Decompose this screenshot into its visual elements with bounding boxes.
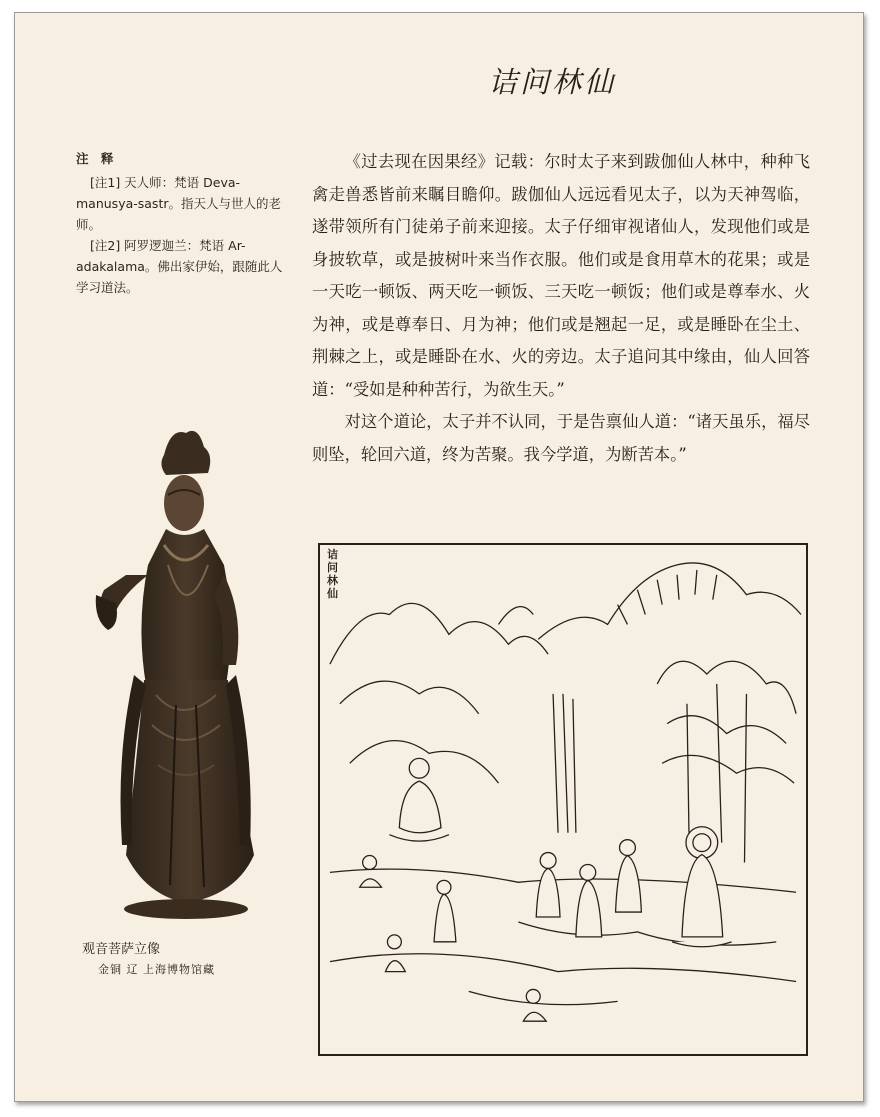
notes-section bbox=[76, 148, 294, 298]
note-2: [注2] 阿罗逻迦兰：梵语 Ar-adakalama。佛出家伊始，跟随此人学习道法。 bbox=[76, 238, 283, 295]
paragraph-2: 对这个道论，太子并不认同，于是告禀仙人道：“诸天虽乐，福尽则坠，轮回六道，终为苦聚。我今学道，为断苦本。” bbox=[312, 412, 810, 464]
page-title: 诘问林仙 bbox=[488, 65, 617, 99]
guanyin-statue-image bbox=[86, 425, 286, 925]
note-1: [注1] 天人师：梵语 Deva-manusya-sastr。指天人与世人的老师。 bbox=[76, 175, 281, 232]
woodcut-illustration bbox=[318, 543, 808, 1056]
body-text bbox=[312, 146, 810, 471]
woodcut-title: 诘问林仙 bbox=[327, 548, 338, 600]
paragraph-1: 《过去现在因果经》记载：尔时太子来到跋伽仙人林中，种种飞禽走兽悉皆前来瞩目瞻仰。跋伽仙人远远看见太子，以为天神驾临，遂带领所有门徒弟子前来迎接。太子仔细审视诸仙人，发现他们或是身披软草，或是披树叶来当作衣服。他们或是食用草木的花果；或是一天吃一顿饭、两天吃一顿饭、三天吃一顿饭；他们或是尊奉水、火为神，或是尊奉日、月为神；他们或是翘起一足，或是睡卧在尘土、荆棘之上，或是睡卧在水、火的旁边。太子追问其中缘由，仙人回答道：“受如是种种苦行，为欲生天。” bbox=[312, 152, 810, 399]
statue-subcaption: 金铜 辽 上海博物馆藏 bbox=[98, 963, 215, 976]
notes-heading: 注 释 bbox=[76, 151, 118, 166]
statue-caption: 观音菩萨立像 bbox=[82, 942, 161, 957]
